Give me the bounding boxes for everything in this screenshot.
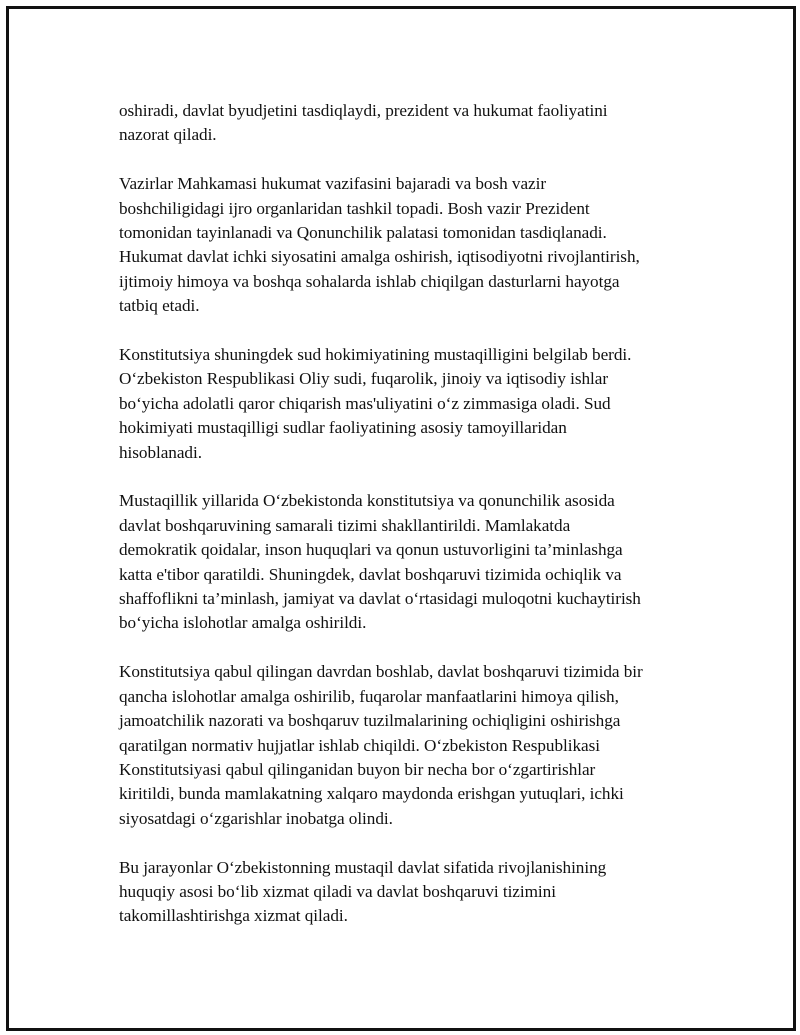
paragraph-parliament-powers: oshiradi, davlat byudjetini tasdiqlaydi, prezident va hukumat faoliyatini nazorat qiladi. [119,101,608,145]
document-body [119,99,709,953]
page-frame [6,6,796,1031]
paragraph-reforms: Konstitutsiya qabul qilingan davrdan boshlab, davlat boshqaruvi tizimida bir qancha islohotlar amalga oshirilib, fuqarolar manfaatlarini himoya qilish, jamoatchilik nazorati va boshqaruv tuzilmalarining ochiqligini oshirishga qaratilgan normativ hujjatlar ishlab chiqildi. O‘zbekiston Respublikasi Konstitutsiyasi qabul qilinganidan buyon bir necha bor o‘zgartirishlar kiritildi, bunda mamlakatning xalqaro maydonda erishgan yutuqlari, ichki siyosatdagi o‘zgarishlar inobatga olindi. [119,662,643,828]
paragraph-independence-years: Mustaqillik yillarida O‘zbekistonda konstitutsiya va qonunchilik asosida davlat boshqaruvining samarali tizimi shakllantirildi. Mamlakatda demokratik qoidalar, inson huquqlari va qonun ustuvorligini ta’minlashga katta e'tibor qaratildi. Shuningdek, davlat boshqaruvi tizimida ochiqlik va shaffoflikni ta’minlash, jamiyat va davlat o‘rtasidagi muloqotni kuchaytirish bo‘yicha islohotlar amalga oshirildi. [119,491,641,633]
paragraph-cabinet-of-ministers: Vazirlar Mahkamasi hukumat vazifasini bajaradi va bosh vazir boshchiligidagi ijro organlaridan tashkil topadi. Bosh vazir Prezident tomonidan tayinlanadi va Qonunchilik palatasi tomonidan tasdiqlanadi. Hukumat davlat ichki siyosatini amalga oshirish, iqtisodiyotni rivojlantirish, ijtimoiy himoya va boshqa sohalarda ishlab chiqilgan dasturlarni hayotga tatbiq etadi. [119,174,640,316]
paragraph-conclusion: Bu jarayonlar O‘zbekistonning mustaqil davlat sifatida rivojlanishining huquqiy asosi bo‘lib xizmat qiladi va davlat boshqaruvi tizimini takomillashtirishga xizmat qiladi. [119,857,607,926]
paragraph-judicial-independence: Konstitutsiya shuningdek sud hokimiyatining mustaqilligini belgilab berdi. O‘zbekiston Respublikasi Oliy sudi, fuqarolik, jinoiy va iqtisodiy ishlar bo‘yicha adolatli qaror chiqarish mas'uliyatini o‘z zimmasiga oladi. Sud hokimiyati mustaqilligi sudlar faoliyatining asosiy tamoyillaridan hisoblanadi. [119,345,632,462]
